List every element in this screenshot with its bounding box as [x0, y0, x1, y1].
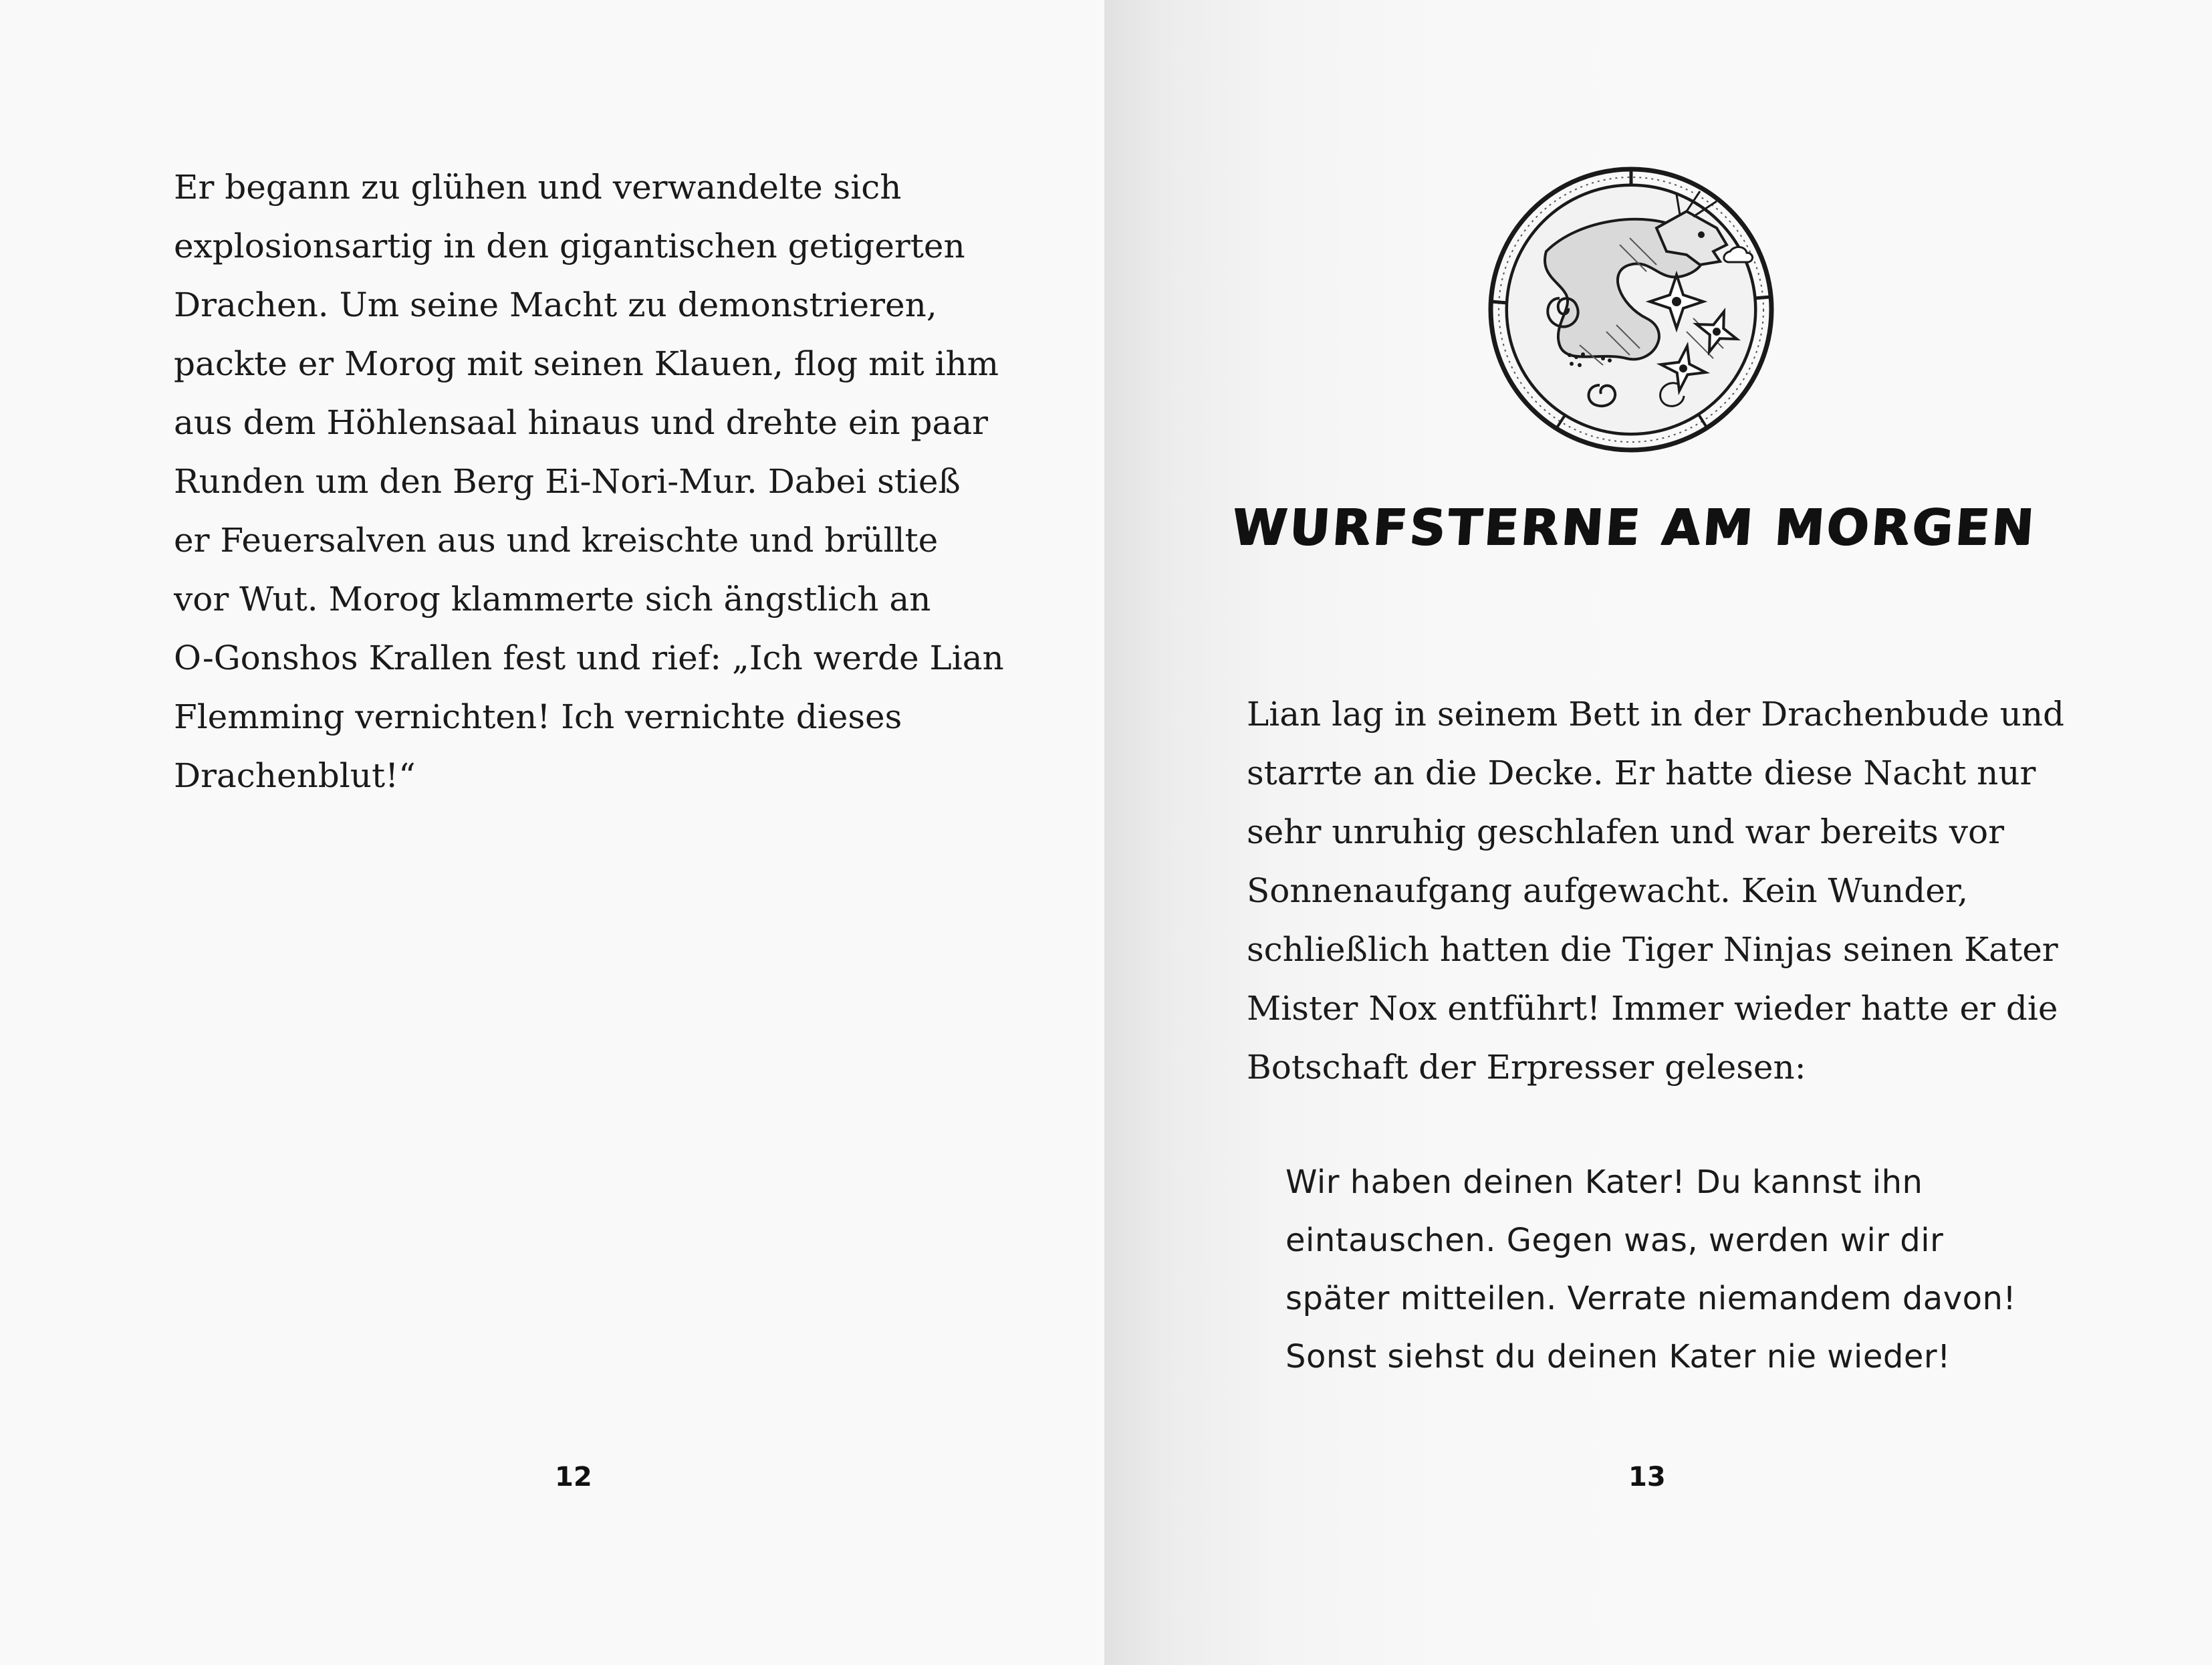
- page-number-left: 12: [555, 1462, 592, 1492]
- text-line: aus dem Höhlensaal hinaus und drehte ein paar: [174, 403, 989, 442]
- letter-line: eintauschen. Gegen was, werden wir dir: [1285, 1222, 1944, 1259]
- letter-line: später mitteilen. Verrate niemandem davon!: [1285, 1280, 2017, 1317]
- text-line: Drachenblut!“: [174, 756, 416, 795]
- left-page-paragraph: [174, 158, 1004, 805]
- letter-line: Wir haben deinen Kater! Du kannst ihn: [1285, 1163, 1923, 1201]
- text-line: Mister Nox entführt! Immer wieder hatte er die: [1247, 989, 2058, 1028]
- text-line: starrte an die Decke. Er hatte diese Nacht nur: [1247, 754, 2036, 792]
- ransom-letter: [1285, 1153, 2016, 1386]
- left-page: [0, 0, 1104, 1665]
- text-line: Lian lag in seinem Bett in der Drachenbude und: [1247, 695, 2065, 734]
- page-number-right: 13: [1628, 1462, 1666, 1492]
- letter-line: Sonst siehst du deinen Kater nie wieder!: [1285, 1338, 1951, 1375]
- dragon-shuriken-emblem-icon: [1486, 164, 1776, 455]
- text-line: Runden um den Berg Ei-Nori-Mur. Dabei stieß: [174, 462, 961, 501]
- right-page: [1104, 0, 2212, 1665]
- text-line: schließlich hatten die Tiger Ninjas seinen Kater: [1247, 930, 2058, 969]
- text-line: Sonnenaufgang aufgewacht. Kein Wunder,: [1247, 871, 1969, 910]
- text-line: explosionsartig in den gigantischen getigerten: [174, 227, 965, 265]
- text-line: Botschaft der Erpresser gelesen:: [1247, 1048, 1806, 1087]
- chapter-title: WURFSTERNE AM MORGEN: [1229, 499, 2038, 556]
- text-line: Flemming vernichten! Ich vernichte dieses: [174, 697, 902, 736]
- text-line: packte er Morog mit seinen Klauen, flog mit ihm: [174, 344, 999, 383]
- text-line: Er begann zu glühen und verwandelte sich: [174, 168, 902, 207]
- text-line: vor Wut. Morog klammerte sich ängstlich an: [174, 580, 931, 619]
- right-page-paragraph: [1247, 685, 2064, 1097]
- text-line: sehr unruhig geschlafen und war bereits vor: [1247, 812, 2004, 851]
- text-line: O-Gonshos Krallen fest und rief: „Ich werde Lian: [174, 639, 1004, 677]
- text-line: Drachen. Um seine Macht zu demonstrieren,: [174, 286, 937, 324]
- text-line: er Feuersalven aus und kreischte und brüllte: [174, 521, 939, 560]
